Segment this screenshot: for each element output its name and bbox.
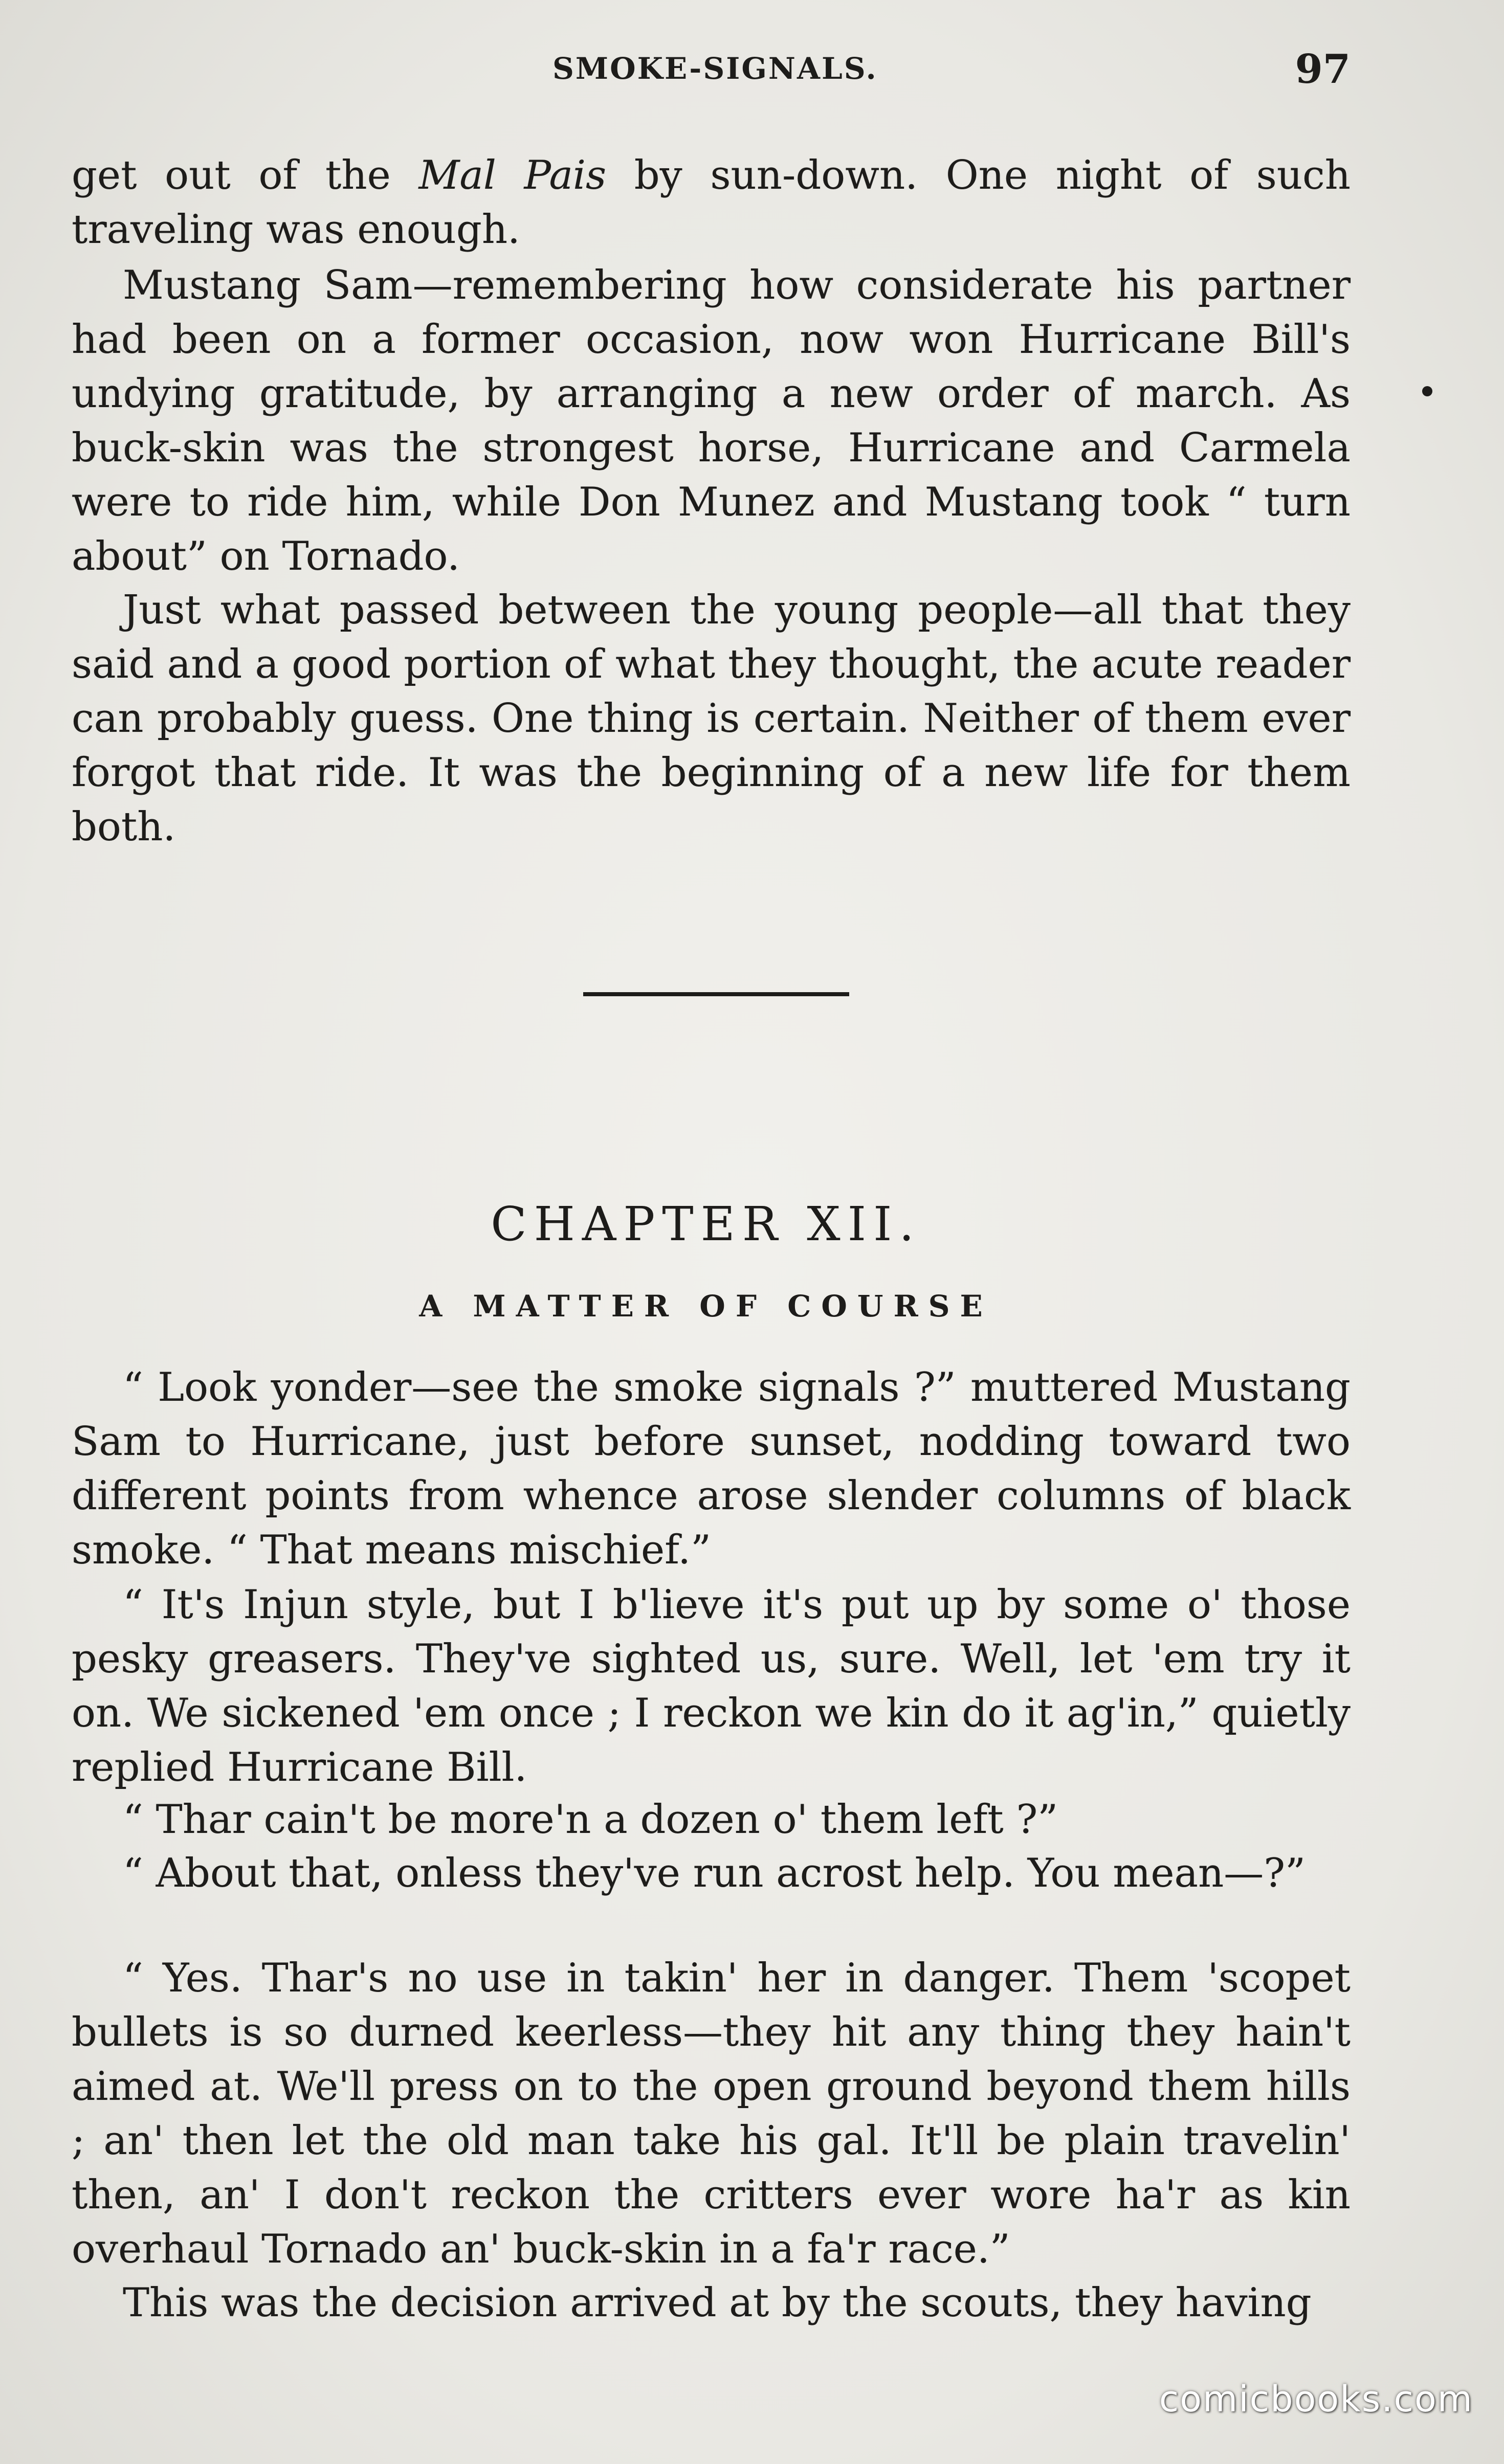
chapter-paragraph-6: This was the decision arrived at by the scouts, they having — [123, 2280, 1312, 2326]
chapter-paragraph-3: “ Thar cain't be more'n a dozen o' them left ?” — [123, 1797, 1058, 1843]
margin-speck — [1422, 386, 1432, 396]
header-title: SMOKE-SIGNALS. — [552, 51, 878, 86]
paragraph-2: Mustang Sam—remembering how considerate his partner had been on a former occasion, now won Hurricane Bill's undying gratitude, by arranging a new order of march. As buck-skin was the strongest horse, Hurricane and Carmela were to ride him, while Don Munez and Mustang took “ turn about” on Tornado. — [72, 262, 1351, 579]
chapter-subtitle: A MATTER OF COURSE — [419, 1289, 993, 1324]
running-head — [72, 46, 1351, 92]
chapter-heading: CHAPTER XII. — [491, 1197, 921, 1251]
section-divider-rule — [583, 992, 849, 996]
chapter-paragraph-1: “ Look yonder—see the smoke signals ?” muttered Mustang Sam to Hurricane, just before sunset, nodding toward two different points from whence arose slender columns of black smoke. “ That means mischief.” — [72, 1364, 1351, 1573]
chapter-paragraph-2: “ It's Injun style, but I b'lieve it's put up by some o' those pesky greasers. They've sighted us, sure. Well, let 'em try it on. We sickened 'em once ; I reckon we kin do it ag'in,” quietly replied Hurricane Bill. — [72, 1582, 1351, 1790]
chapter-paragraph-5: “ Yes. Thar's no use in takin' her in danger. Them 'scopet bullets is so durned keerless—they hit any thing they hain't aimed at. We'll press on to the open ground beyond them hills ; an' then let the old man take his gal. It'll be plain travelin' then, an' I don't reckon the critters ever wore ha'r as kin overhaul Tornado an' buck-skin in a fa'r race.” — [72, 1955, 1351, 2272]
italic-place-name: Mal Pais — [418, 152, 606, 198]
paragraph-1: get out of the Mal Pais by sun-down. One night of such traveling was enough. — [72, 152, 1351, 253]
site-watermark: comicbooks.com — [1159, 2378, 1473, 2420]
chapter-paragraph-4: “ About that, onless they've run acrost help. You mean—?” — [123, 1850, 1306, 1896]
page-number: 97 — [1295, 46, 1351, 93]
paragraph-3: Just what passed between the young people—all that they said and a good portion of what they thought, the acute reader can probably guess. One thing is certain. Neither of them ever forgot that ride. It was the beginning of a new life for them both. — [72, 587, 1351, 850]
